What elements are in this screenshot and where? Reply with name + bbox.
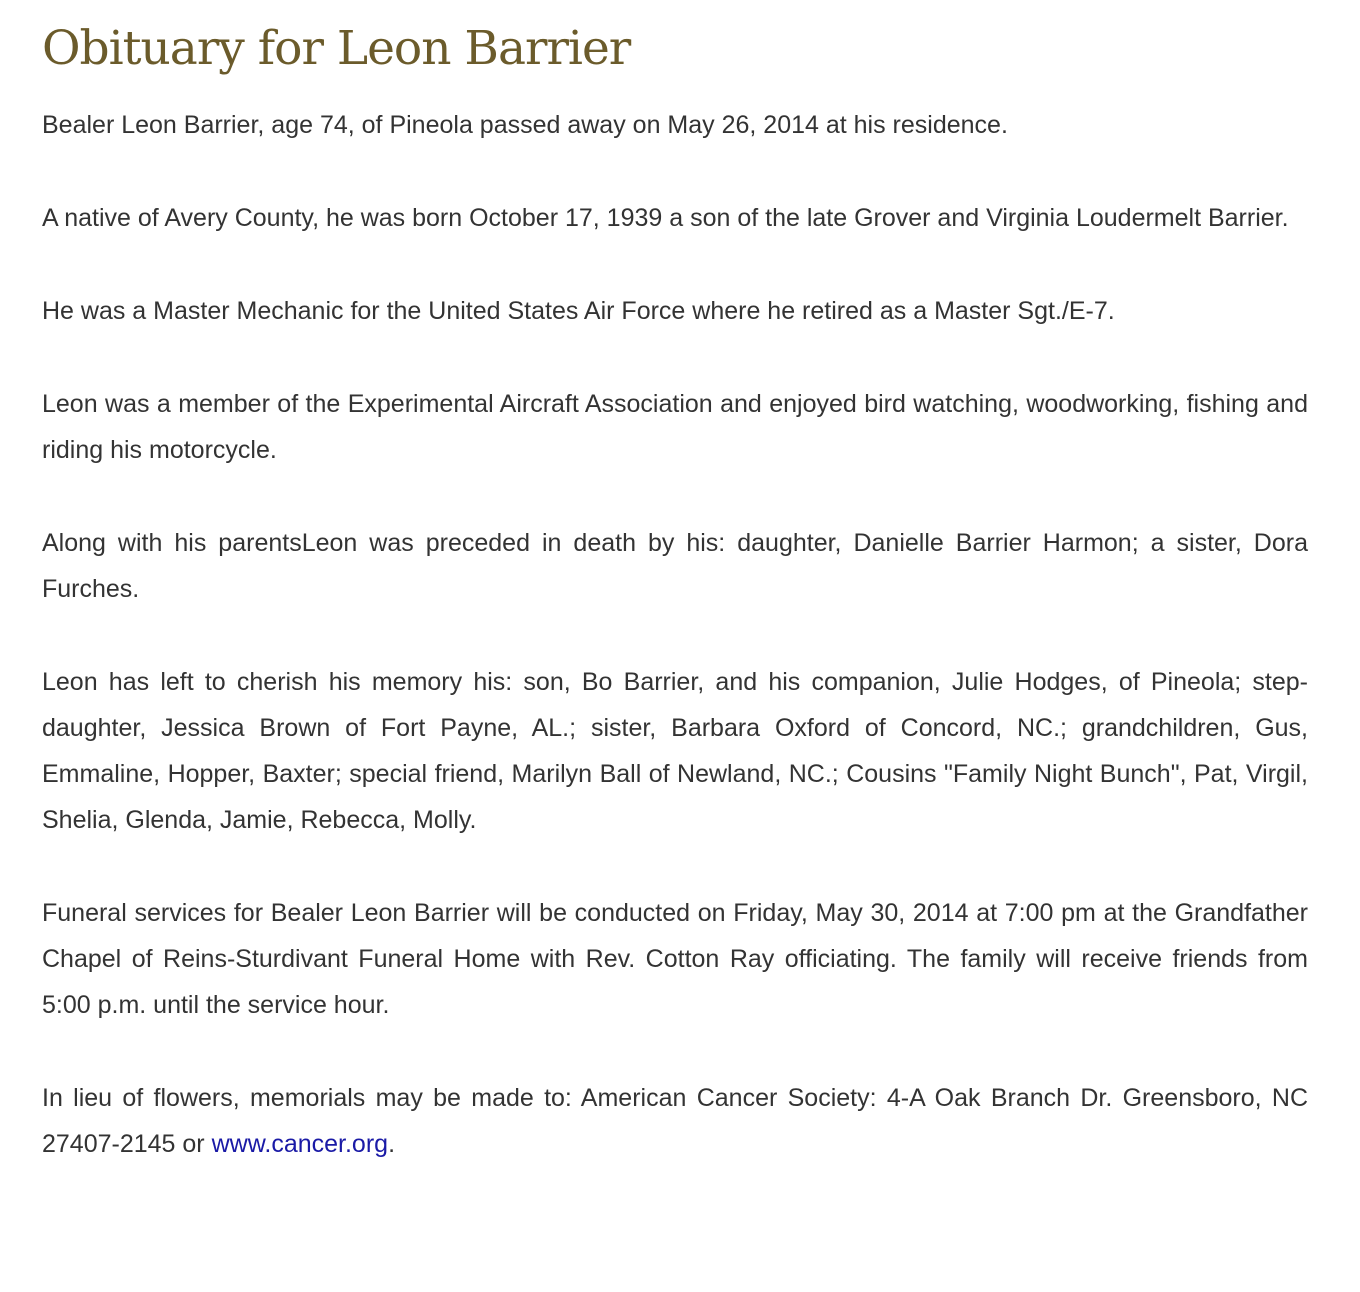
paragraph-hobbies: Leon was a member of the Experimental Aircraft Association and enjoyed bird watching, woodworking, fishing and riding his motorcycle. — [42, 390, 1308, 464]
memorial-trailing: . — [388, 1130, 396, 1158]
paragraph-funeral: Funeral services for Bealer Leon Barrier will be conducted on Friday, May 30, 2014 at 7:00 pm at the Grandfather Chapel of Reins-Sturdivant Funeral Home with Rev. Cotton Ray officiating. The family will receive friends from 5:00 p.m. until the service hour. — [42, 899, 1308, 1019]
paragraph-death-notice: Bealer Leon Barrier, age 74, of Pineola passed away on May 26, 2014 at his residence. — [42, 111, 1008, 139]
cancer-org-link[interactable]: www.cancer.org — [211, 1130, 389, 1158]
paragraph-memorial — [42, 1075, 1308, 1167]
paragraph-career: He was a Master Mechanic for the United States Air Force where he retired as a Master Sgt./E-7. — [42, 297, 1115, 325]
paragraph-preceded: Along with his parentsLeon was preceded in death by his: daughter, Danielle Barrier Harmon; a sister, Dora Furches. — [42, 529, 1308, 603]
paragraph-survivors: Leon has left to cherish his memory his: son, Bo Barrier, and his companion, Julie Hodges, of Pineola; step-daughter, Jessica Brown of Fort Payne, AL.; sister, Barbara Oxford of Concord, NC.; grandchildren, Gus, Emmaline, Hopper, Baxter; special friend, Marilyn Ball of Newland, NC.; Cousins "Family Night Bunch", Pat, Virgil, Shelia, Glenda, Jamie, Rebecca, Molly. — [42, 668, 1308, 834]
paragraph-birth: A native of Avery County, he was born October 17, 1939 a son of the late Grover and Virginia Loudermelt Barrier. — [42, 204, 1289, 232]
memorial-text: In lieu of flowers, memorials may be made to: American Cancer Society: 4-A Oak Branch Dr. Greensboro, NC 27407-2145 or — [42, 1084, 1308, 1158]
page-title: Obituary for Leon Barrier — [42, 21, 631, 76]
